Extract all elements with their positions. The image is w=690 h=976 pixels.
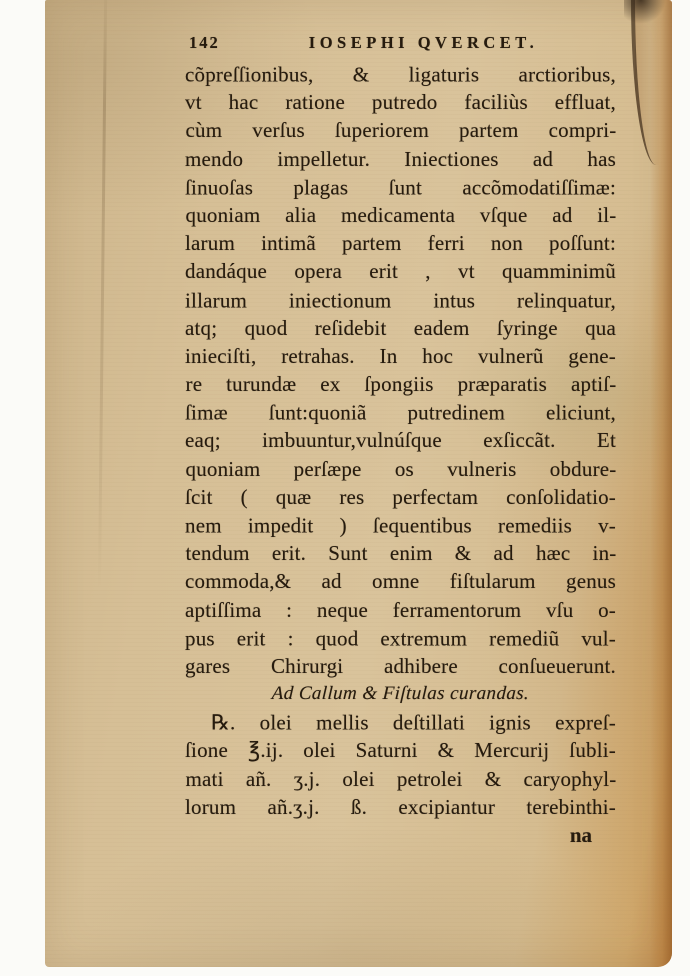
recipe-paragraph — [185, 708, 616, 821]
body-line: re turundæ ex ſpongiis præparatis aptiſ- — [185, 372, 617, 397]
running-title: IOSEPHI QVERCET. — [308, 33, 539, 52]
recipe-line: ſione ℥.ij. olei Saturni & Mercurij ſubli- — [185, 738, 616, 763]
body-line: gares Chirurgi adhibere conſueuerunt. — [185, 653, 616, 678]
body-line: cùm verſus ſuperiorem partem compri- — [185, 118, 617, 143]
body-line: ſinuoſas plagas ſunt accõmodatiſſimæ: — [185, 175, 616, 200]
body-line: atq; quod reſidebit eadem ſyringe qua — [185, 315, 616, 340]
page-curl — [631, 0, 659, 165]
body-line: ſcit ( quæ res perfectam conſolidatio- — [185, 484, 616, 509]
body-line: cõpreſſionibus, & ligaturis arctioribus, — [185, 62, 616, 87]
body-line: pus erit : quod extremum remediũ vul- — [185, 626, 616, 651]
book-page — [45, 0, 672, 967]
body-line: mendo impelletur. Iniectiones ad has — [185, 146, 616, 171]
page-curl-shadow — [624, 0, 666, 24]
body-line: eaq; imbuuntur,vulnúſque exſiccãt. Et — [185, 428, 616, 453]
body-line: quoniam alia medicamenta vſque ad il- — [185, 202, 617, 227]
recipe-line: mati añ. ʒ.j. olei petrolei & caryophyl- — [185, 766, 617, 791]
paper-fold-line — [98, 0, 107, 590]
body-line: nem impedit ) ſequentibus remediis v- — [185, 513, 616, 538]
body-line: tendum erit. Sunt enim & ad hæc in- — [185, 541, 617, 566]
body-line: larum intimã partem ferri non poſſunt: — [185, 231, 616, 256]
body-line: commoda,& ad omne fiſtularum genus — [185, 569, 616, 594]
body-line: vt hac ratione putredo faciliùs effluat, — [185, 90, 616, 115]
body-paragraph — [185, 60, 616, 680]
body-line: dandáque opera erit , vt quamminimũ — [185, 259, 616, 284]
body-line: illarum iniectionum intus relinquatur, — [185, 287, 616, 312]
body-line: inieciſti, retrahas. In hoc vulnerũ gene- — [185, 343, 616, 368]
body-line: aptiſſima : neque ferramentorum vſu o- — [185, 597, 616, 622]
printed-text-block — [185, 30, 616, 849]
catchword: na — [569, 822, 592, 847]
running-header — [185, 30, 616, 56]
recipe-line: lorum añ.ʒ.j. ß. excipiantur terebinthi- — [185, 794, 616, 819]
recipe-line: ℞. olei mellis deſtillati ignis expreſ- — [211, 710, 616, 735]
body-line: ſimæ ſunt:quoniã putredinem eliciunt, — [185, 400, 616, 425]
body-line: quoniam perſæpe os vulneris obdure- — [185, 456, 617, 481]
page-number: 142 — [189, 33, 220, 52]
section-heading: Ad Callum & Fiſtulas curandas. — [271, 683, 530, 705]
